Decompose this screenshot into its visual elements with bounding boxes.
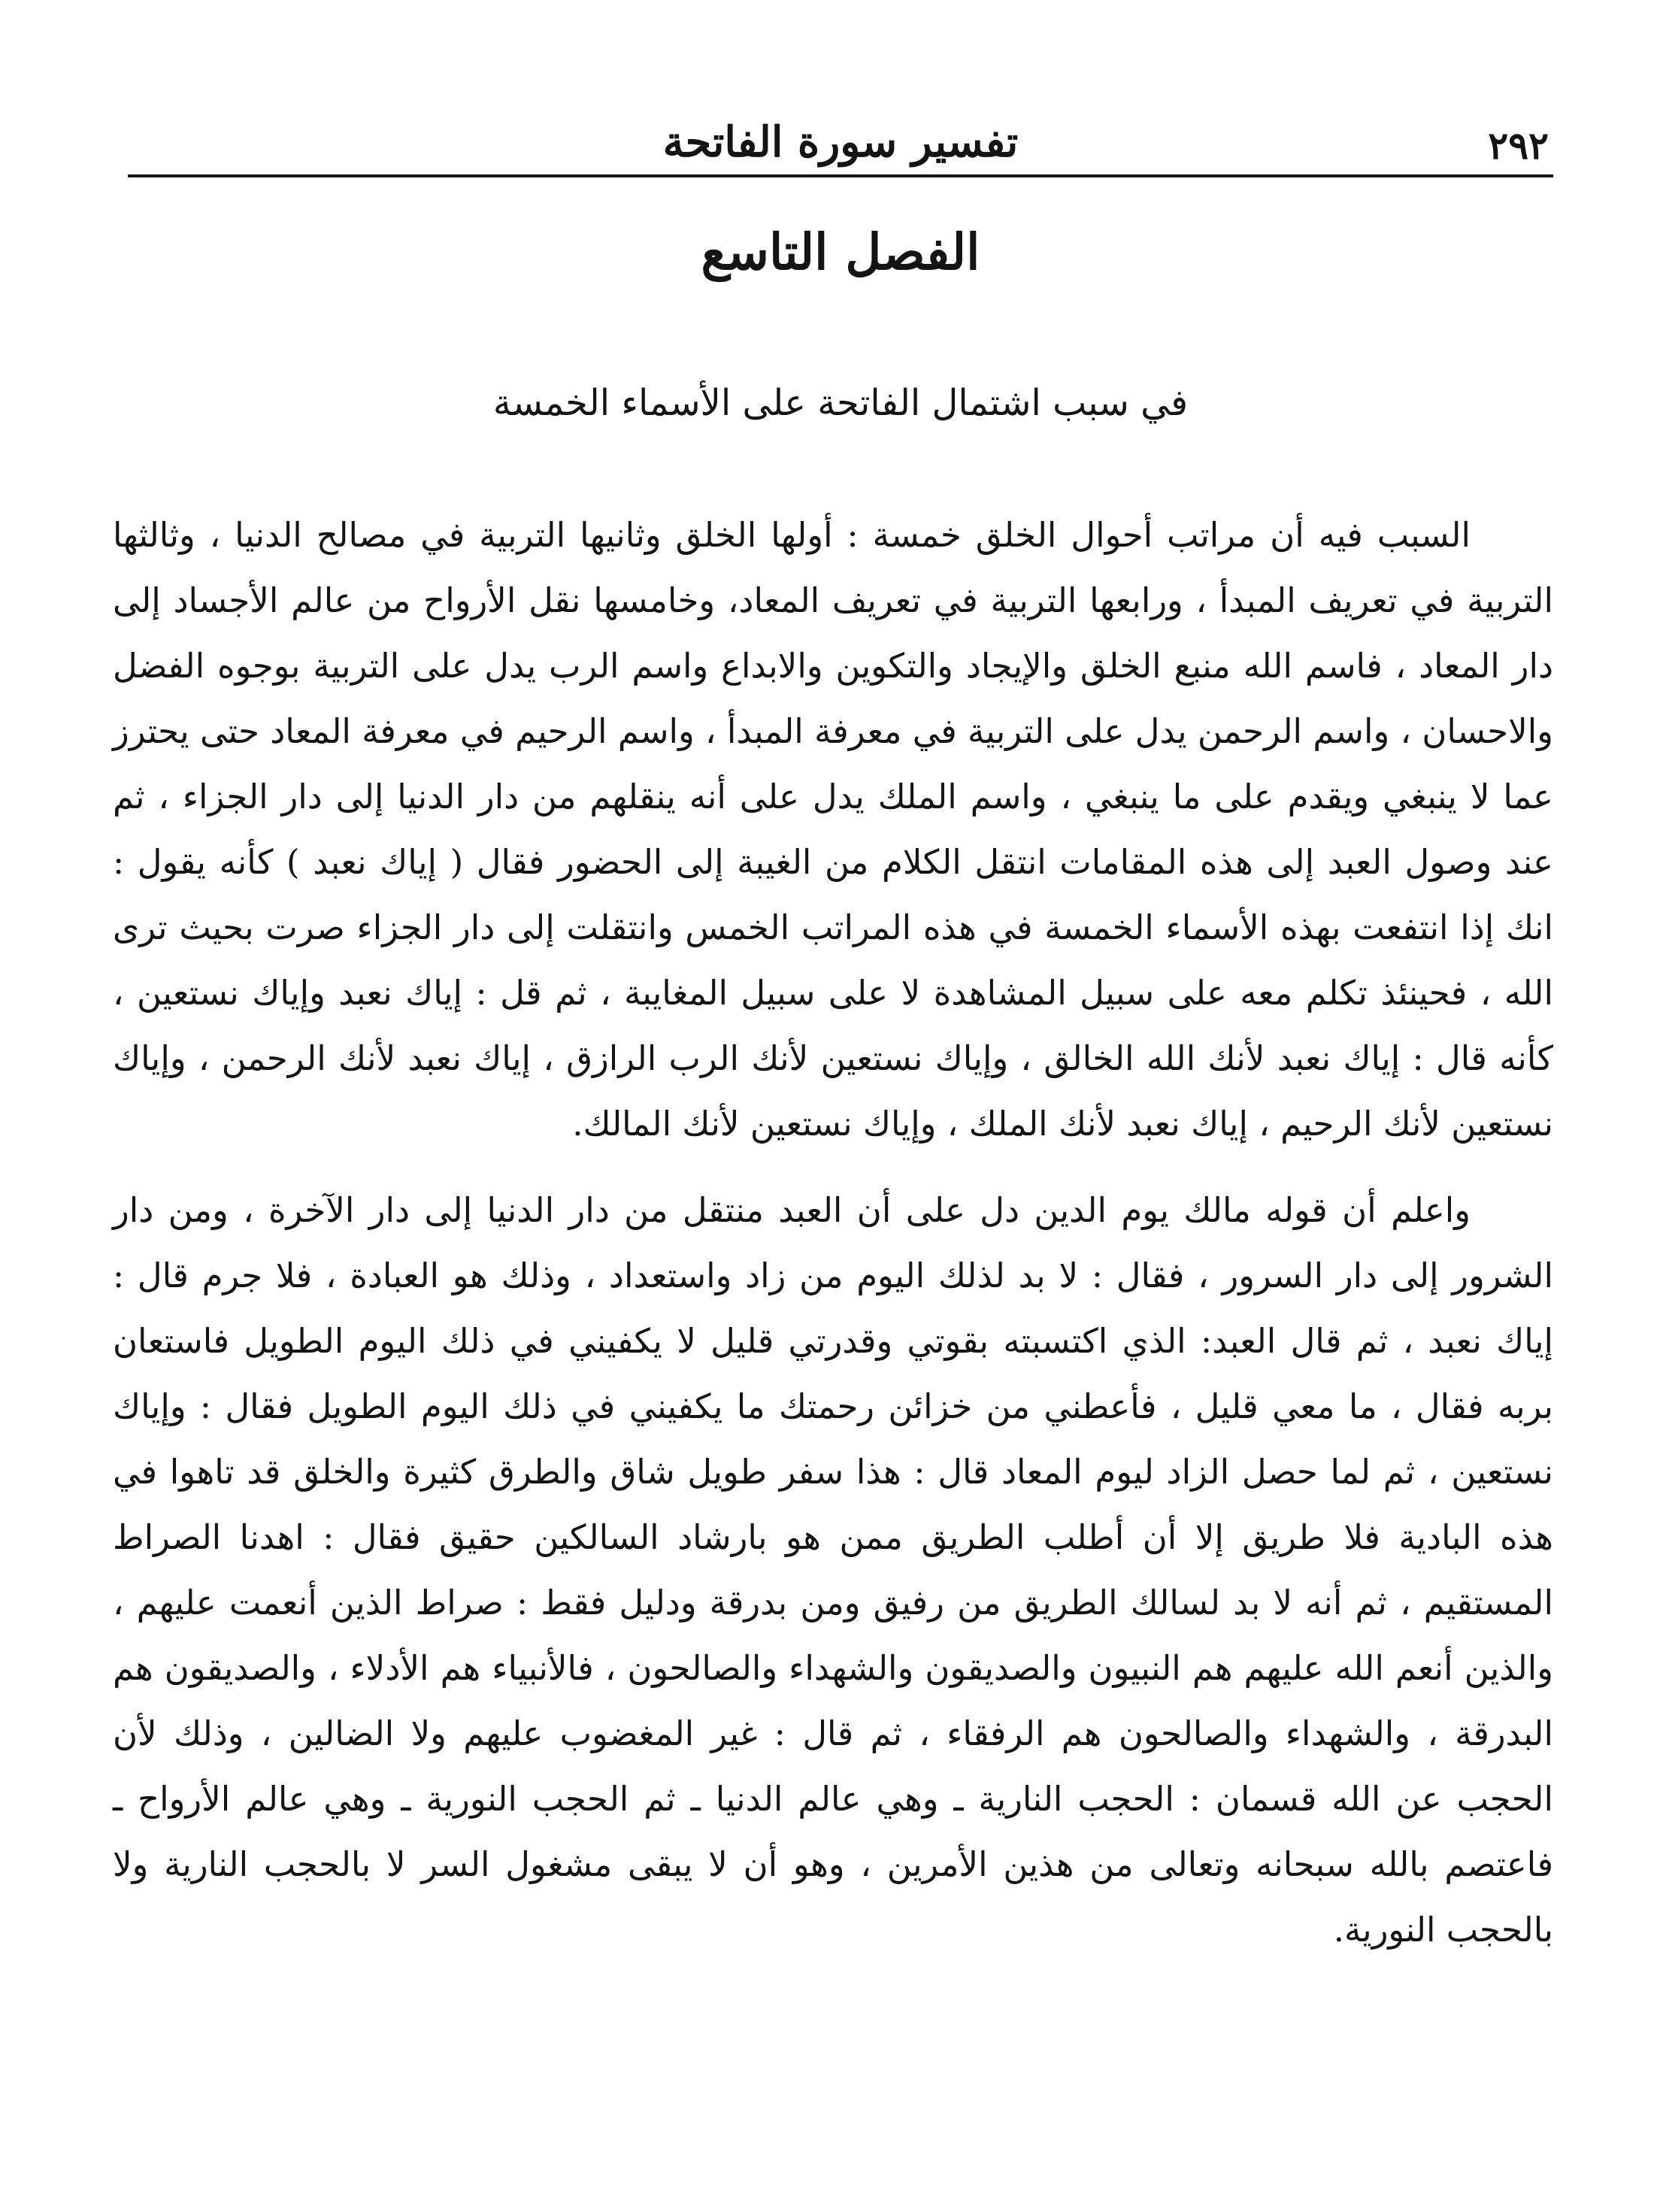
paragraph: السبب فيه أن مراتب أحوال الخلق خمسة : أولها الخلق وثانيها التربية في مصالح الدنيا ، وثالثها التربية في تعريف المبدأ ، ورابعها التربية في تعريف المعاد، وخامسها نقل الأرواح من عالم الأجساد إلى دار المعاد ، فاسم الله منبع الخلق والإيجاد والتكوين والابداع واسم الرب يدل على التربية بوجوه الفضل والاحسان ، واسم الرحمن يدل على التربية في معرفة المبدأ ، واسم الرحيم في معرفة المعاد حتى يحترز عما لا ينبغي ويقدم على ما ينبغي ، واسم الملك يدل على أنه ينقلهم من دار الدنيا إلى دار الجزاء ، ثم عند وصول العبد إلى هذه المقامات انتقل الكلام من الغيبة إلى الحضور فقال ( إياك نعبد ) كأنه يقول : انك إذا انتفعت بهذه الأسماء الخمسة في هذه المراتب الخمس وانتقلت إلى دار الجزاء صرت بحيث ترى الله ، فحينئذ تكلم معه على سبيل المشاهدة لا على سبيل المغايبة ، ثم قل : إياك نعبد وإياك نستعين ، كأنه قال : إياك نعبد لأنك الله الخالق ، وإياك نستعين لأنك الرب الرازق ، إياك نعبد لأنك الرحمن ، وإياك نستعين لأنك الرحيم ، إياك نعبد لأنك الملك ، وإياك نستعين لأنك المالك. xyxy=(113,515,1553,1144)
body-text xyxy=(113,502,1553,1962)
paragraph: واعلم أن قوله مالك يوم الدين دل على أن العبد منتقل من دار الدنيا إلى دار الآخرة ، ومن دار الشرور إلى دار السرور ، فقال : لا بد لذلك اليوم من زاد واستعداد ، وذلك هو العبادة ، فلا جرم قال : إياك نعبد ، ثم قال العبد: الذي اكتسبته بقوتي وقدرتي قليل لا يكفيني في ذلك اليوم الطويل فاستعان بربه فقال ، ما معي قليل ، فأعطني من خزائن رحمتك ما يكفيني في ذلك اليوم الطويل فقال : وإياك نستعين ، ثم لما حصل الزاد ليوم المعاد قال : هذا سفر طويل شاق والطرق كثيرة والخلق قد تاهوا في هذه البادية فلا طريق إلا أن أطلب الطريق ممن هو بارشاد السالكين حقيق فقال : اهدنا الصراط المستقيم ، ثم أنه لا بد لسالك الطريق من رفيق ومن بدرقة ودليل فقط : صراط الذين أنعمت عليهم ، والذين أنعم الله عليهم هم النبيون والصديقون والشهداء والصالحون ، فالأنبياء هم الأدلاء ، والصديقون هم البدرقة ، والشهداء والصالحون هم الرفقاء ، ثم قال : غير المغضوب عليهم ولا الضالين ، وذلك لأن الحجب عن الله قسمان : الحجب النارية ـ وهي عالم الدنيا ـ ثم الحجب النورية ـ وهي عالم الأرواح ـ فاعتصم بالله سبحانه وتعالى من هذين الأمرين ، وهو أن لا يبقى مشغول السر لا بالحجب النارية ولا بالحجب النورية. xyxy=(113,1190,1553,1950)
chapter-subtitle: في سبب اشتمال الفاتحة على الأسماء الخمسة xyxy=(492,382,1189,424)
header-rule xyxy=(128,174,1553,177)
running-header xyxy=(128,113,1553,180)
chapter-title: الفصل التاسع xyxy=(701,223,980,281)
running-title: تفسير سورة الفاتحة xyxy=(662,117,1019,167)
page-number: ٢٩٢ xyxy=(1488,123,1549,168)
